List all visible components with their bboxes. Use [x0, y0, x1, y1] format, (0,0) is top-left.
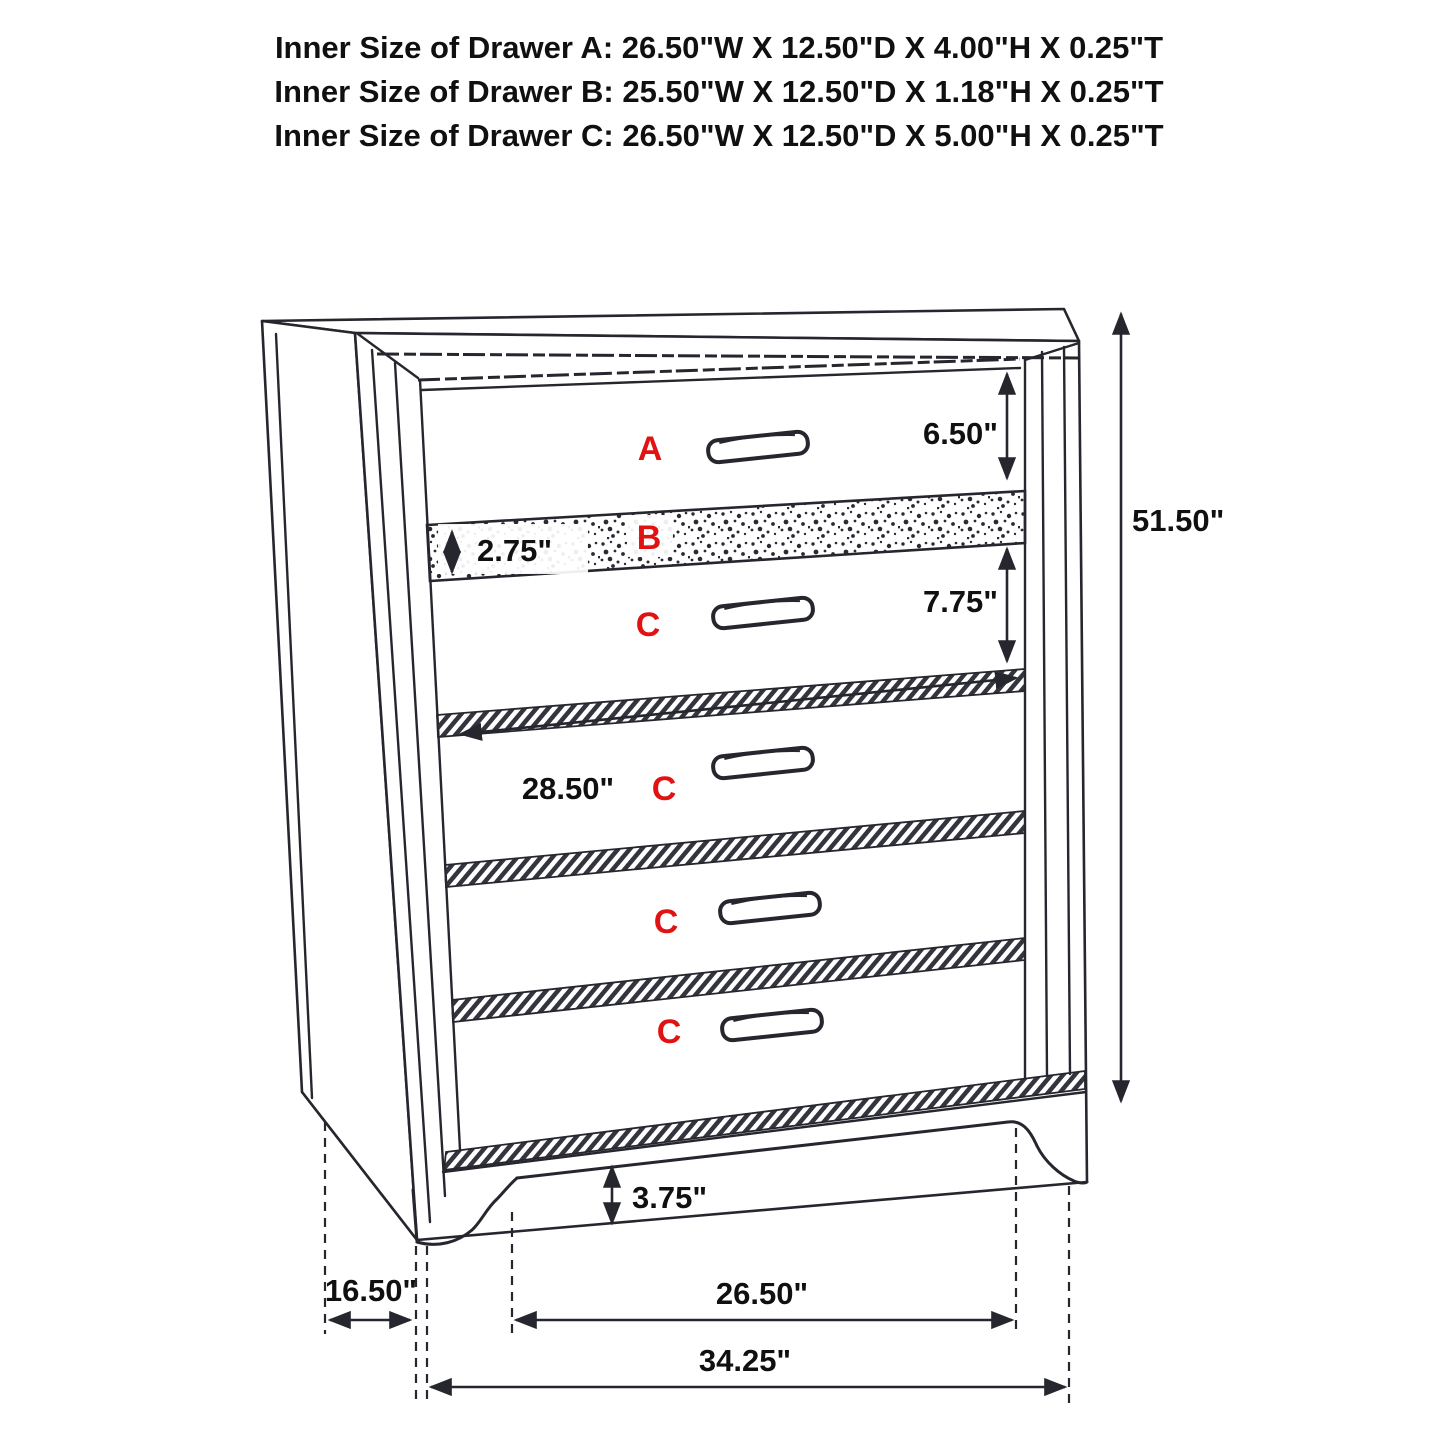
- drawer-label-c3: C: [653, 903, 679, 941]
- dim-side-depth: 16.50": [324, 1273, 418, 1308]
- front-frame: [355, 333, 1087, 1240]
- header-line-2: Inner Size of Drawer B: 25.50"W X 12.50"D X 1.18"H X 0.25"T: [274, 74, 1164, 109]
- dim-foot-height: 3.75": [632, 1180, 708, 1215]
- dim-drawer-b-height: 2.75": [477, 533, 553, 568]
- drawer-label-c1: C: [635, 606, 661, 644]
- drawer-label-b: B: [636, 519, 662, 557]
- dim-overall-height: 51.50": [1132, 503, 1225, 538]
- dim-inner-width: 26.50": [715, 1276, 809, 1311]
- dim-overall-width: 34.25": [698, 1343, 792, 1378]
- dim-drawer-c-height: 7.75": [922, 584, 998, 619]
- drawer-label-c4: C: [656, 1013, 682, 1051]
- header: [274, 30, 1163, 153]
- dim-drawer-width: 28.50": [521, 771, 615, 806]
- dim-drawer-a-height: 6.50": [922, 416, 998, 451]
- header-line-1: Inner Size of Drawer A: 26.50"W X 12.50"D X 4.00"H X 0.25"T: [274, 30, 1164, 65]
- drawer-label-c2: C: [651, 770, 677, 808]
- drawer-label-a: A: [637, 430, 663, 468]
- header-line-3: Inner Size of Drawer C: 26.50"W X 12.50"D X 5.00"H X 0.25"T: [274, 118, 1164, 153]
